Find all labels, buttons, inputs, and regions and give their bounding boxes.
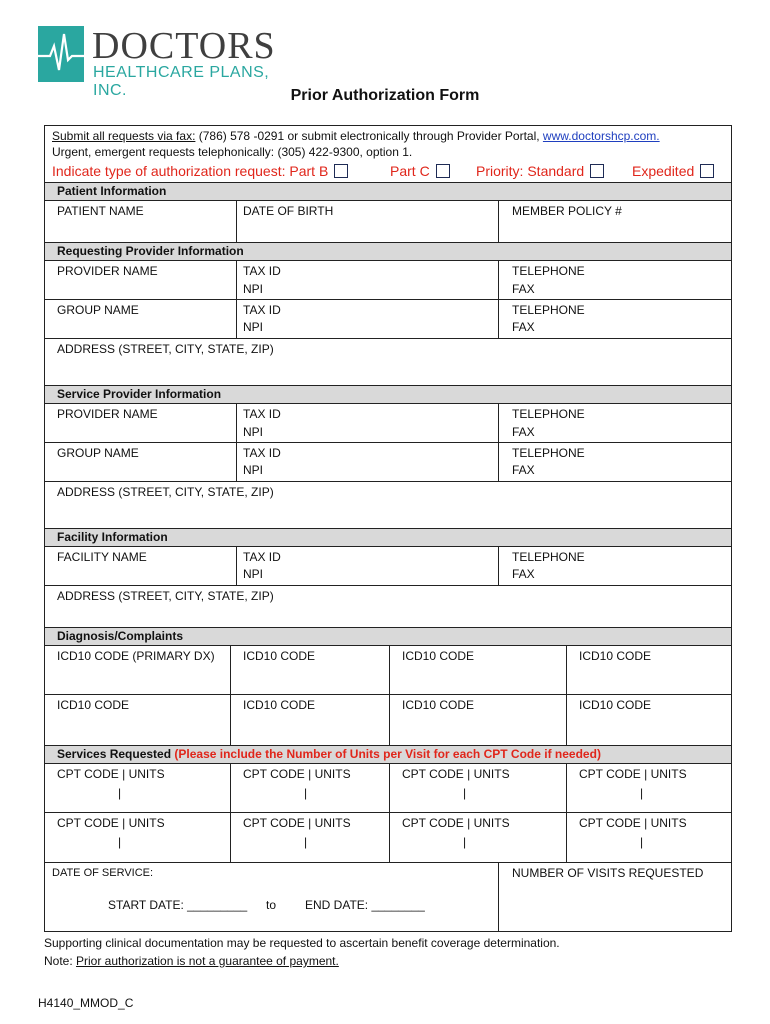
requesting-npi-field[interactable]: NPI	[243, 282, 264, 296]
priority-group	[476, 162, 604, 180]
service-telephone-field[interactable]: TELEPHONE	[512, 407, 585, 421]
facility-fax-field[interactable]: FAX	[512, 567, 535, 581]
priority-label: Priority:	[476, 163, 524, 179]
requesting-group-name-field[interactable]: GROUP NAME	[57, 303, 139, 317]
facility-name-field[interactable]: FACILITY NAME	[57, 550, 147, 564]
service-group-name-field[interactable]: GROUP NAME	[57, 446, 139, 460]
rule	[44, 442, 732, 443]
cpt-code-units-field[interactable]: CPT CODE | UNITS	[579, 767, 687, 781]
standard-checkbox[interactable]	[590, 164, 604, 178]
rule	[236, 200, 237, 242]
part-c-label: Part C	[390, 163, 430, 179]
service-group-npi-field[interactable]: NPI	[243, 463, 264, 477]
cpt-code-units-field[interactable]: CPT CODE | UNITS	[57, 816, 165, 830]
units-separator: |	[304, 835, 308, 849]
rule	[44, 763, 732, 764]
service-group-tax-id-field[interactable]: TAX ID	[243, 446, 281, 460]
facility-heading: Facility Information	[57, 530, 168, 544]
icd10-code-field[interactable]: ICD10 CODE	[57, 698, 130, 712]
cpt-code-units-field[interactable]: CPT CODE | UNITS	[243, 767, 351, 781]
logo-title: DOCTORS	[92, 25, 276, 67]
rule	[44, 627, 732, 628]
requesting-address-field[interactable]: ADDRESS (STREET, CITY, STATE, ZIP)	[57, 342, 274, 356]
units-separator: |	[118, 786, 122, 800]
supporting-note: Supporting clinical documentation may be requested to ascertain benefit coverage determination.	[44, 936, 560, 950]
rule	[498, 200, 499, 242]
cpt-code-units-field[interactable]: CPT CODE | UNITS	[402, 816, 510, 830]
cpt-code-units-field[interactable]: CPT CODE | UNITS	[402, 767, 510, 781]
services-heading: Services Requested	[57, 747, 172, 761]
rule	[566, 645, 567, 745]
form-title: Prior Authorization Form	[290, 87, 480, 104]
part-b-label: Part B	[289, 163, 329, 179]
rule	[44, 745, 732, 746]
requesting-group-npi-field[interactable]: NPI	[243, 320, 264, 334]
visits-requested-field[interactable]: NUMBER OF VISITS REQUESTED	[512, 866, 704, 880]
rule	[389, 645, 390, 745]
units-separator: |	[304, 786, 308, 800]
member-policy-field[interactable]: MEMBER POLICY #	[512, 204, 622, 218]
requesting-heading: Requesting Provider Information	[57, 244, 244, 258]
requesting-fax-field[interactable]: FAX	[512, 282, 535, 296]
rule	[389, 763, 390, 863]
expedited-group	[632, 162, 714, 180]
expedited-label: Expedited	[632, 163, 695, 179]
units-separator: |	[463, 835, 467, 849]
rule	[44, 182, 732, 183]
icd10-code-field[interactable]: ICD10 CODE	[243, 649, 316, 663]
cpt-code-units-field[interactable]: CPT CODE | UNITS	[579, 816, 687, 830]
rule	[44, 385, 732, 386]
facility-address-field[interactable]: ADDRESS (STREET, CITY, STATE, ZIP)	[57, 589, 274, 603]
rule	[236, 546, 237, 585]
requesting-provider-name-field[interactable]: PROVIDER NAME	[57, 264, 158, 278]
rule	[230, 763, 231, 863]
date-of-service-label: DATE OF SERVICE:	[52, 867, 154, 879]
expedited-checkbox[interactable]	[700, 164, 714, 178]
rule	[44, 242, 732, 243]
part-b-checkbox[interactable]	[334, 164, 348, 178]
icd10-code-field[interactable]: ICD10 CODE	[402, 649, 475, 663]
service-npi-field[interactable]: NPI	[243, 425, 264, 439]
diagnosis-heading: Diagnosis/Complaints	[57, 629, 184, 643]
facility-telephone-field[interactable]: TELEPHONE	[512, 550, 585, 564]
service-tax-id-field[interactable]: TAX ID	[243, 407, 281, 421]
icd10-code-field[interactable]: ICD10 CODE	[579, 698, 652, 712]
rule	[498, 862, 499, 932]
request-type-row	[52, 162, 348, 180]
start-date-field[interactable]: START DATE: _________	[108, 898, 248, 912]
rule	[44, 862, 732, 863]
rule	[498, 546, 499, 585]
rule	[44, 260, 732, 261]
service-address-field[interactable]: ADDRESS (STREET, CITY, STATE, ZIP)	[57, 485, 274, 499]
icd10-code-field[interactable]: ICD10 CODE	[579, 649, 652, 663]
services-heading-row	[57, 747, 601, 762]
rule	[44, 299, 732, 300]
portal-link[interactable]: www.doctorshcp.com.	[542, 129, 660, 143]
requesting-group-fax-field[interactable]: FAX	[512, 320, 535, 334]
rule	[44, 585, 732, 586]
rule	[230, 645, 231, 745]
service-group-fax-field[interactable]: FAX	[512, 463, 535, 477]
icd10-code-field[interactable]: ICD10 CODE	[243, 698, 316, 712]
cpt-code-units-field[interactable]: CPT CODE | UNITS	[57, 767, 165, 781]
rule	[44, 645, 732, 646]
facility-npi-field[interactable]: NPI	[243, 567, 264, 581]
fax-label: Submit all requests via fax:	[52, 129, 196, 143]
to-label: to	[266, 898, 277, 912]
service-group-telephone-field[interactable]: TELEPHONE	[512, 446, 585, 460]
part-c-checkbox[interactable]	[436, 164, 450, 178]
units-separator: |	[640, 835, 644, 849]
service-fax-field[interactable]: FAX	[512, 425, 535, 439]
note-label: Note:	[44, 954, 77, 968]
rule	[44, 403, 732, 404]
units-separator: |	[118, 835, 122, 849]
payment-note	[44, 954, 339, 969]
patient-heading: Patient Information	[57, 184, 167, 198]
part-c-group	[390, 162, 450, 180]
logo-subtitle: HEALTHCARE PLANS, INC.	[93, 64, 270, 99]
rule	[44, 481, 732, 482]
cpt-code-units-field[interactable]: CPT CODE | UNITS	[243, 816, 351, 830]
end-date-field[interactable]: END DATE: ________	[305, 898, 425, 912]
standard-label: Standard	[527, 163, 585, 179]
heartbeat-logo-icon	[38, 26, 84, 82]
rule	[44, 200, 732, 201]
requesting-group-telephone-field[interactable]: TELEPHONE	[512, 303, 585, 317]
intro-line-1	[52, 129, 660, 144]
rule	[44, 528, 732, 529]
intro-line-2: Urgent, emergent requests telephonically: (305) 422-9300, option 1.	[52, 145, 413, 159]
facility-tax-id-field[interactable]: TAX ID	[243, 550, 281, 564]
units-separator: |	[640, 786, 644, 800]
fax-text: (786) 578 -0291 or submit electronically through Provider Portal,	[195, 129, 543, 143]
rule	[44, 812, 732, 813]
service-provider-name-field[interactable]: PROVIDER NAME	[57, 407, 158, 421]
requesting-group-tax-id-field[interactable]: TAX ID	[243, 303, 281, 317]
rule	[44, 338, 732, 339]
icd10-primary-field[interactable]: ICD10 CODE (PRIMARY DX)	[57, 649, 215, 663]
request-type-prompt: Indicate type of authorization request:	[52, 163, 286, 179]
rule	[566, 763, 567, 863]
service-heading: Service Provider Information	[57, 387, 222, 401]
requesting-tax-id-field[interactable]: TAX ID	[243, 264, 281, 278]
patient-name-field[interactable]: PATIENT NAME	[57, 204, 144, 218]
date-of-birth-field[interactable]: DATE OF BIRTH	[243, 204, 334, 218]
note-text: Prior authorization is not a guarantee of payment.	[76, 954, 339, 968]
icd10-code-field[interactable]: ICD10 CODE	[402, 698, 475, 712]
units-separator: |	[463, 786, 467, 800]
logo	[38, 25, 288, 99]
rule	[44, 546, 732, 547]
services-heading-note: (Please include the Number of Units per Visit for each CPT Code if needed)	[174, 747, 601, 761]
rule	[44, 694, 732, 695]
requesting-telephone-field[interactable]: TELEPHONE	[512, 264, 585, 278]
form-code: H4140_MMOD_C	[38, 996, 134, 1010]
